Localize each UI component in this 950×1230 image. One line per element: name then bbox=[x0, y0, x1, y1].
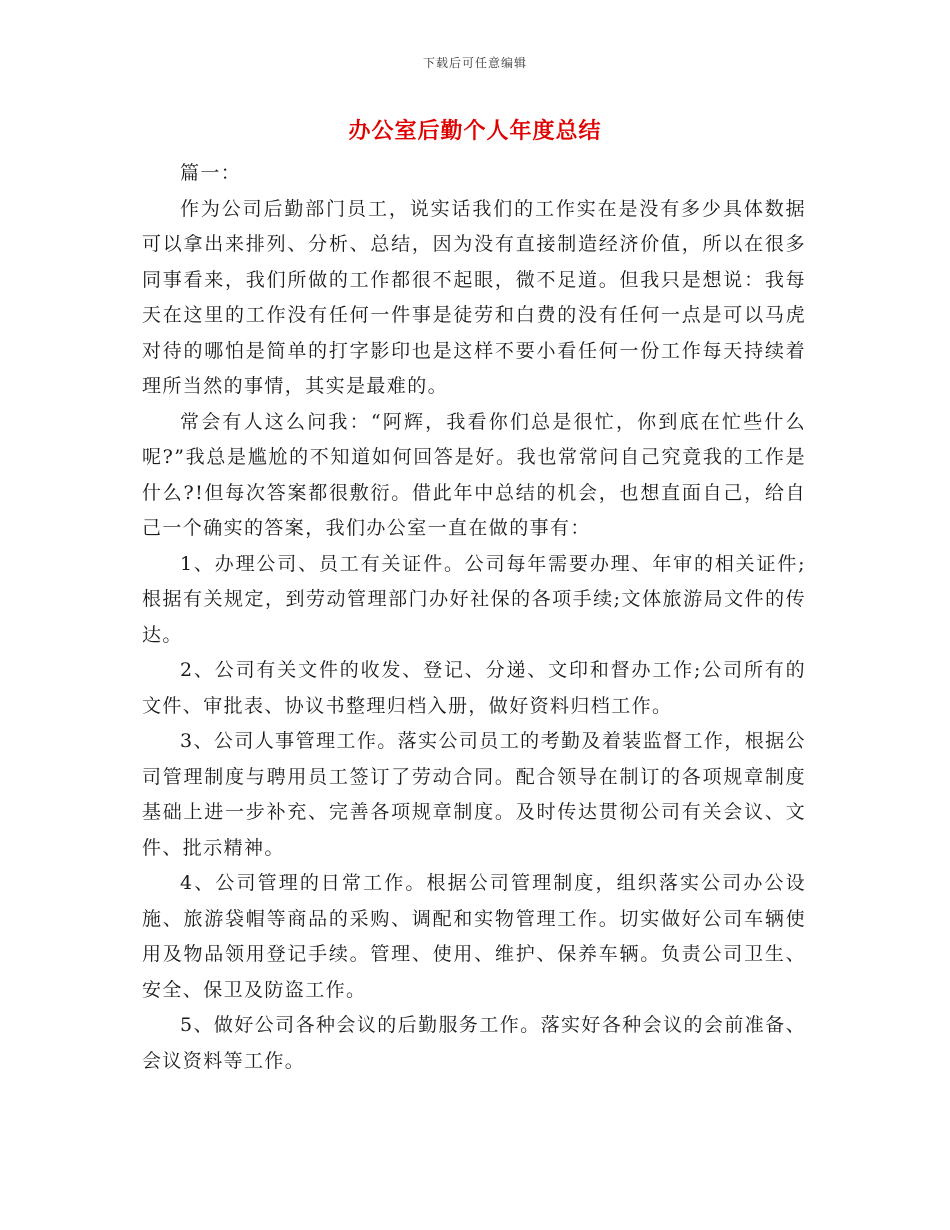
paragraph-item-2: 2、公司有关文件的收发、登记、分递、文印和督办工作;公司所有的文件、审批表、协议书整理归档入册，做好资料归档工作。 bbox=[142, 659, 806, 717]
document-title: 办公室后勤个人年度总结 bbox=[348, 118, 602, 144]
paragraph-item-3: 3、公司人事管理工作。落实公司员工的考勤及着装监督工作，根据公司管理制度与聘用员工签订了劳动合同。配合领导在制订的各项规章制度基础上进一步补充、完善各项规章制度。及时传达贯彻公司有关会议、文件、批示精神。 bbox=[142, 730, 806, 859]
paragraph-question: 常会有人这么问我：“阿辉，我看你们总是很忙，你到底在忙些什么呢?”我总是尴尬的不知道如何回答是好。我也常常问自己究竟我的工作是什么?!但每次答案都很敷衍。借此年中总结的机会，也想直面自己，给自己一个确实的答案，我们办公室一直在做的事有： bbox=[142, 410, 806, 539]
document-body bbox=[142, 156, 806, 1079]
paragraph-item-1: 1、办理公司、员工有关证件。公司每年需要办理、年审的相关证件;根据有关规定，到劳动管理部门办好社保的各项手续;文体旅游局文件的传达。 bbox=[142, 552, 806, 646]
paragraph-intro: 作为公司后勤部门员工，说实话我们的工作实在是没有多少具体数据可以拿出来排列、分析、总结，因为没有直接制造经济价值，所以在很多同事看来，我们所做的工作都很不起眼，微不足道。但我只是想说：我每天在这里的工作没有任何一件事是徒劳和白费的没有任何一点是可以马虎对待的哪怕是简单的打字影印也是这样不要小看任何一份工作每天持续着理所当然的事情，其实是最难的。 bbox=[142, 197, 806, 397]
paragraph-item-4: 4、公司管理的日常工作。根据公司管理制度，组织落实公司办公设施、旅游袋帽等商品的采购、调配和实物管理工作。切实做好公司车辆使用及物品领用登记手续。管理、使用、维护、保养车辆。负责公司卫生、安全、保卫及防盗工作。 bbox=[142, 872, 806, 1001]
header-note: 下载后可任意编辑 bbox=[422, 56, 527, 70]
paragraph-item-5: 5、做好公司各种会议的后勤服务工作。落实好各种会议的会前准备、会议资料等工作。 bbox=[142, 1014, 806, 1072]
paragraph-section-label: 篇一： bbox=[180, 162, 242, 184]
